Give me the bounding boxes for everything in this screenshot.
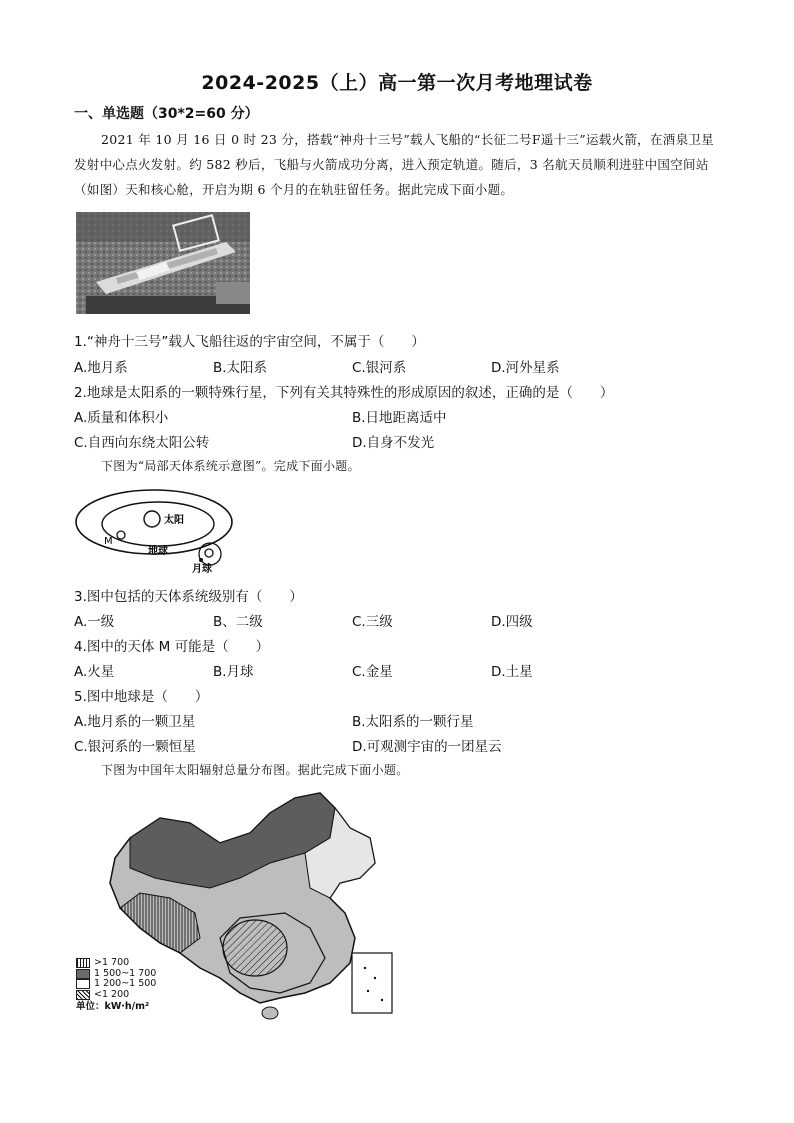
q5-option-b[interactable]: B.太阳系的一颗行星 [352,714,474,730]
legend-label: <1 200 [94,988,130,1000]
legend-label: >1 700 [94,957,130,968]
map-legend [76,958,156,1013]
legend-swatch [76,990,90,1000]
legend-unit: 单位：kW·h/m² [76,1001,150,1012]
question-3: 3.图中包括的天体系统级别有（ ） [74,589,303,605]
legend-swatch [76,979,90,989]
question-4: 4.图中的天体 M 可能是（ ） [74,639,270,655]
q2-option-c[interactable]: C.自西向东绕太阳公转 [74,435,210,451]
q1-option-b[interactable]: B.太阳系 [213,360,268,376]
earth-label: 地球 [148,546,168,557]
q3-option-c[interactable]: C.三级 [352,614,393,630]
intro-map: 下图为中国年太阳辐射总量分布图。据此完成下面小题。 [101,763,409,777]
sun-circle [144,511,160,527]
q4-option-c[interactable]: C.金星 [352,664,393,680]
moon-label: 月球 [192,564,212,575]
south-china-sea-inset [352,953,392,1013]
intro-diagram: 下图为“局部天体系统示意图”。完成下面小题。 [101,459,360,473]
q2-option-b[interactable]: B.日地距离适中 [352,410,447,426]
q4-option-d[interactable]: D.土星 [491,664,533,680]
earth-circle [205,549,213,557]
q4-option-a[interactable]: A.火星 [74,664,115,680]
question-5: 5.图中地球是（ ） [74,689,209,705]
q5-option-a[interactable]: A.地月系的一颗卫星 [74,714,196,730]
legend-row-3 [76,979,156,990]
space-station-photo [76,212,250,314]
sun-label: 太阳 [164,515,184,526]
q3-option-d[interactable]: D.四级 [491,614,533,630]
page-title: 2024-2025（上）高一第一次月考地理试卷 [201,72,593,94]
q2-option-a[interactable]: A.质量和体积小 [74,410,169,426]
legend-row-1 [76,958,156,969]
question-1: 1.“神舟十三号”载人飞船往返的宇宙空间，不属于（ ） [74,334,425,350]
q3-option-b[interactable]: B、二级 [213,614,263,630]
celestial-system-diagram [72,480,242,580]
legend-swatch [76,958,90,968]
passage-1: 2021 年 10 月 16 日 0 时 23 分，搭载“神舟十三号”载人飞船的“长征二号F遥十三”运载火箭，在酒泉卫星发射中心点火发射。约 582 秒后，飞船与火箭成功分离，进入预定轨道。随后，3 名航天员顺利进驻中国空间站（如图）天和核心舱，开启为期 6 个月的在轨驻留任务。据此完成下面小题。 [74,132,714,197]
legend-label: 1 500~1 700 [94,967,157,979]
q2-option-d[interactable]: D.自身不发光 [352,435,435,451]
moon-dot [199,558,203,562]
q1-option-d[interactable]: D.河外星系 [491,360,560,376]
legend-row-4 [76,990,156,1001]
q5-option-c[interactable]: C.银河系的一颗恒星 [74,739,196,755]
q1-option-a[interactable]: A.地月系 [74,360,128,376]
q3-option-a[interactable]: A.一级 [74,614,115,630]
m-label: M [104,536,113,547]
legend-label: 1 200~1 500 [94,978,157,989]
q4-option-b[interactable]: B.月球 [213,664,254,680]
m-circle [117,531,125,539]
legend-swatch [76,969,90,979]
q5-option-d[interactable]: D.可观测宇宙的一团星云 [352,739,502,755]
q1-option-c[interactable]: C.银河系 [352,360,407,376]
section-heading: 一、单选题（30*2=60 分） [74,106,259,122]
question-2: 2.地球是太阳系的一颗特殊行星，下列有关其特殊性的形成原因的叙述，正确的是（ ） [74,385,614,401]
